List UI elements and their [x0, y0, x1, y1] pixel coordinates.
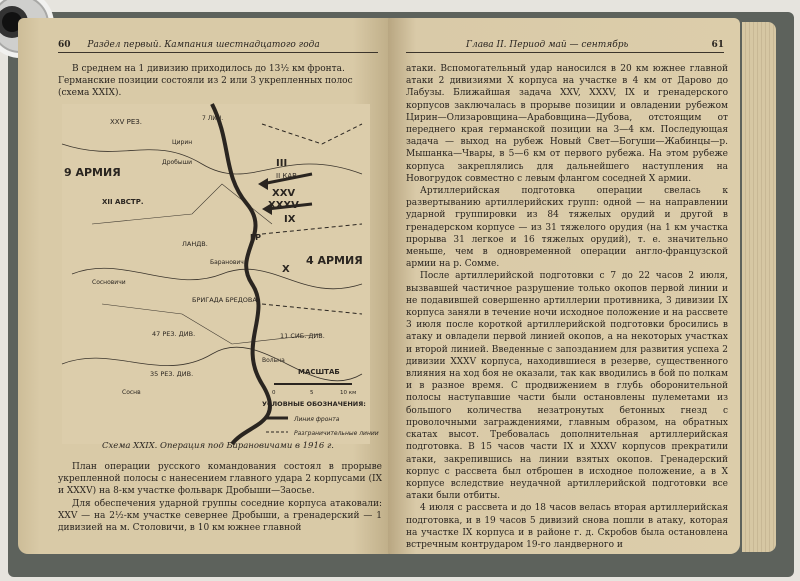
right-page [388, 18, 740, 554]
map-unit-label: 7 ЛИН. [202, 115, 224, 122]
intro-line: Германские позиции состояли из 2 или 3 укрепленных полос [58, 76, 353, 87]
right-body-text [406, 63, 728, 551]
map-unit-label: 11 СИБ. ДИВ. [280, 332, 325, 340]
map-unit-label: III [276, 158, 288, 169]
map-army-label: 9 АРМИЯ [64, 166, 121, 179]
map-caption: Схема XXIX. Операция под Барановичами в 1916 г. [102, 441, 334, 451]
scale-title: МАСШТАБ [298, 368, 340, 376]
map-unit-label: II КАВ. [276, 172, 300, 180]
map-place-label: Вольна [262, 357, 285, 364]
map-place-label: Соснв [122, 389, 141, 396]
left-running-head [58, 40, 378, 53]
paragraph: 4 июля с рассвета и до 18 часов велась вторая артиллерийская подготовка, и в 19 часов 5 дивизий снова пошли в атаку, которая на участке IX корпуса и в районе г. д. Скробов была остановлена встречным контрударом 19-го ландверного и [406, 503, 728, 550]
scale-tick: 10 км [340, 390, 357, 396]
left-page-number: 60 [58, 40, 71, 50]
left-page [18, 18, 390, 554]
map-place-label: Барановичи [210, 259, 248, 266]
map-army-label: 4 АРМИЯ [306, 254, 363, 267]
paragraph: атаки. Вспомогательный удар наносился в 20 км южнее главной атаки 2 дивизиями X корпуса на участке в 4 км от Дарово до Лабузы. Ближайшая задача XXV, XXXV, IX и гренадерского корпусов заключалась в прорыве позиции и овладении рубежом Цирин—Олизаровщина—Арабовщина—Дубова, отстоящим от переднего края германской позиции на 3—4 км. Последующая задача — выход на рубеж Новый Свет—Богуши—Жабинцы—р. Мышанка—Чвары, в 5—6 км от первого рубежа. На этом рубеже корпуса закреплялись для дальнейшего наступления на Новогрудок совместно с левым флангом соседней X армии. [406, 64, 728, 184]
map-unit-label: XII АВСТР. [102, 198, 144, 206]
map-unit-label: XXV РЕЗ. [110, 118, 142, 126]
scale-tick: 0 [272, 390, 276, 396]
right-page-number: 61 [711, 40, 724, 50]
left-running-title: Раздел первый. Кампания шестнадцатого года [87, 40, 320, 50]
map-place-label: Сосновичи [92, 279, 126, 286]
map-place-label: Цирин [172, 139, 193, 146]
page-edges [742, 22, 776, 552]
scale-tick: 5 [310, 390, 314, 396]
map-unit-label: X [282, 264, 290, 275]
paragraph: Для обеспечения ударной группы соседние корпуса атаковали: XXV — на 2½-км участке севернее Дробыши, а гренадерский — 1 дивизией на м. Столовичи, в 10 км южнее главной [58, 498, 382, 534]
legend-item: Разграничительные линии [294, 430, 379, 437]
right-running-title: Глава II. Период май — сентябрь [466, 40, 629, 50]
map-unit-label: IX [284, 214, 296, 225]
intro-line: (схема XXIX). [58, 88, 122, 99]
map-unit-label: 47 РЕЗ. ДИВ. [152, 330, 196, 338]
paragraph: После артиллерийской подготовки с 7 до 22 часов 2 июля, вызвавшей частичное разрушение только окопов первой линии и не подавившей совершенно артиллерии противника, 3 дивизии IX корпуса заняли в течение ночи исходное положение и на рассвете 3 июля после короткой артиллерийской подготовки бросились в атаку и овладели первой линией окопов, а на некоторых участках и второй линией. Введенные с запозданием для развития успеха 2 дивизии XXXV корпуса, находившиеся в резерве, существенного влияния на ход боя не оказали, так как вводились в бой по полкам и в разное время. С продвижением в глубь оборонительной полосы наступавшие части были остановлены пулеметами из большого количества незатронутых бетонных гнезд с проволочными заграждениями, главным образом, на обратных скатах высот. Требовалась дополнительная артиллерийская подготовка. В 15 часов части IX и XXXV корпусов прекратили атаки, закрепившись на линии взятых окопов. Гренадерский корпус с рассвета был отброшен в исходное положение, а в X корпусе вследствие неудачной артиллерийской подготовки все атаки были отбиты. [406, 271, 728, 502]
intro-line: В среднем на 1 дивизию приходилось до 13½ км фронта. [72, 64, 345, 74]
map-unit-label: XXXV [268, 200, 299, 211]
legend-item: Линия фронта [294, 416, 340, 423]
map-unit-label: БРИГАДА БРЕДОВА [192, 296, 257, 304]
map-place-label: Дробыши [162, 159, 192, 166]
legend-title: УСЛОВНЫЕ ОБОЗНАЧЕНИЯ: [262, 400, 366, 408]
left-bottom-text [58, 461, 382, 534]
map-unit-label: ЛАНДВ. [182, 240, 208, 248]
operation-map [62, 104, 379, 444]
map-unit-label: XXV [272, 188, 296, 199]
intro-text [58, 63, 378, 100]
paragraph: Артиллерийская подготовка операции свелась к развертыванию артиллерийских групп: одной — на направлении ударной группировки из 84 тяжелых орудий и другой в гренадерском корпусе — из 31 тяжелого орудия (на 1 км участка прорыва 31 легкое и 16 тяжелых орудий), т. е. значительно меньше, чем в одновременной операции англо-французской армии на р. Сомме. [406, 186, 728, 270]
map-unit-label: ГР [250, 233, 261, 242]
paragraph: План операции русского командования состоял в прорыве укрепленной полосы с нанесением главного удара 2 корпусами (IX и XXXV) на 8-км участке фольварк Дробыши—Заосье. [58, 462, 382, 497]
right-running-head [406, 40, 724, 53]
map-unit-label: 35 РЕЗ. ДИВ. [150, 370, 194, 378]
